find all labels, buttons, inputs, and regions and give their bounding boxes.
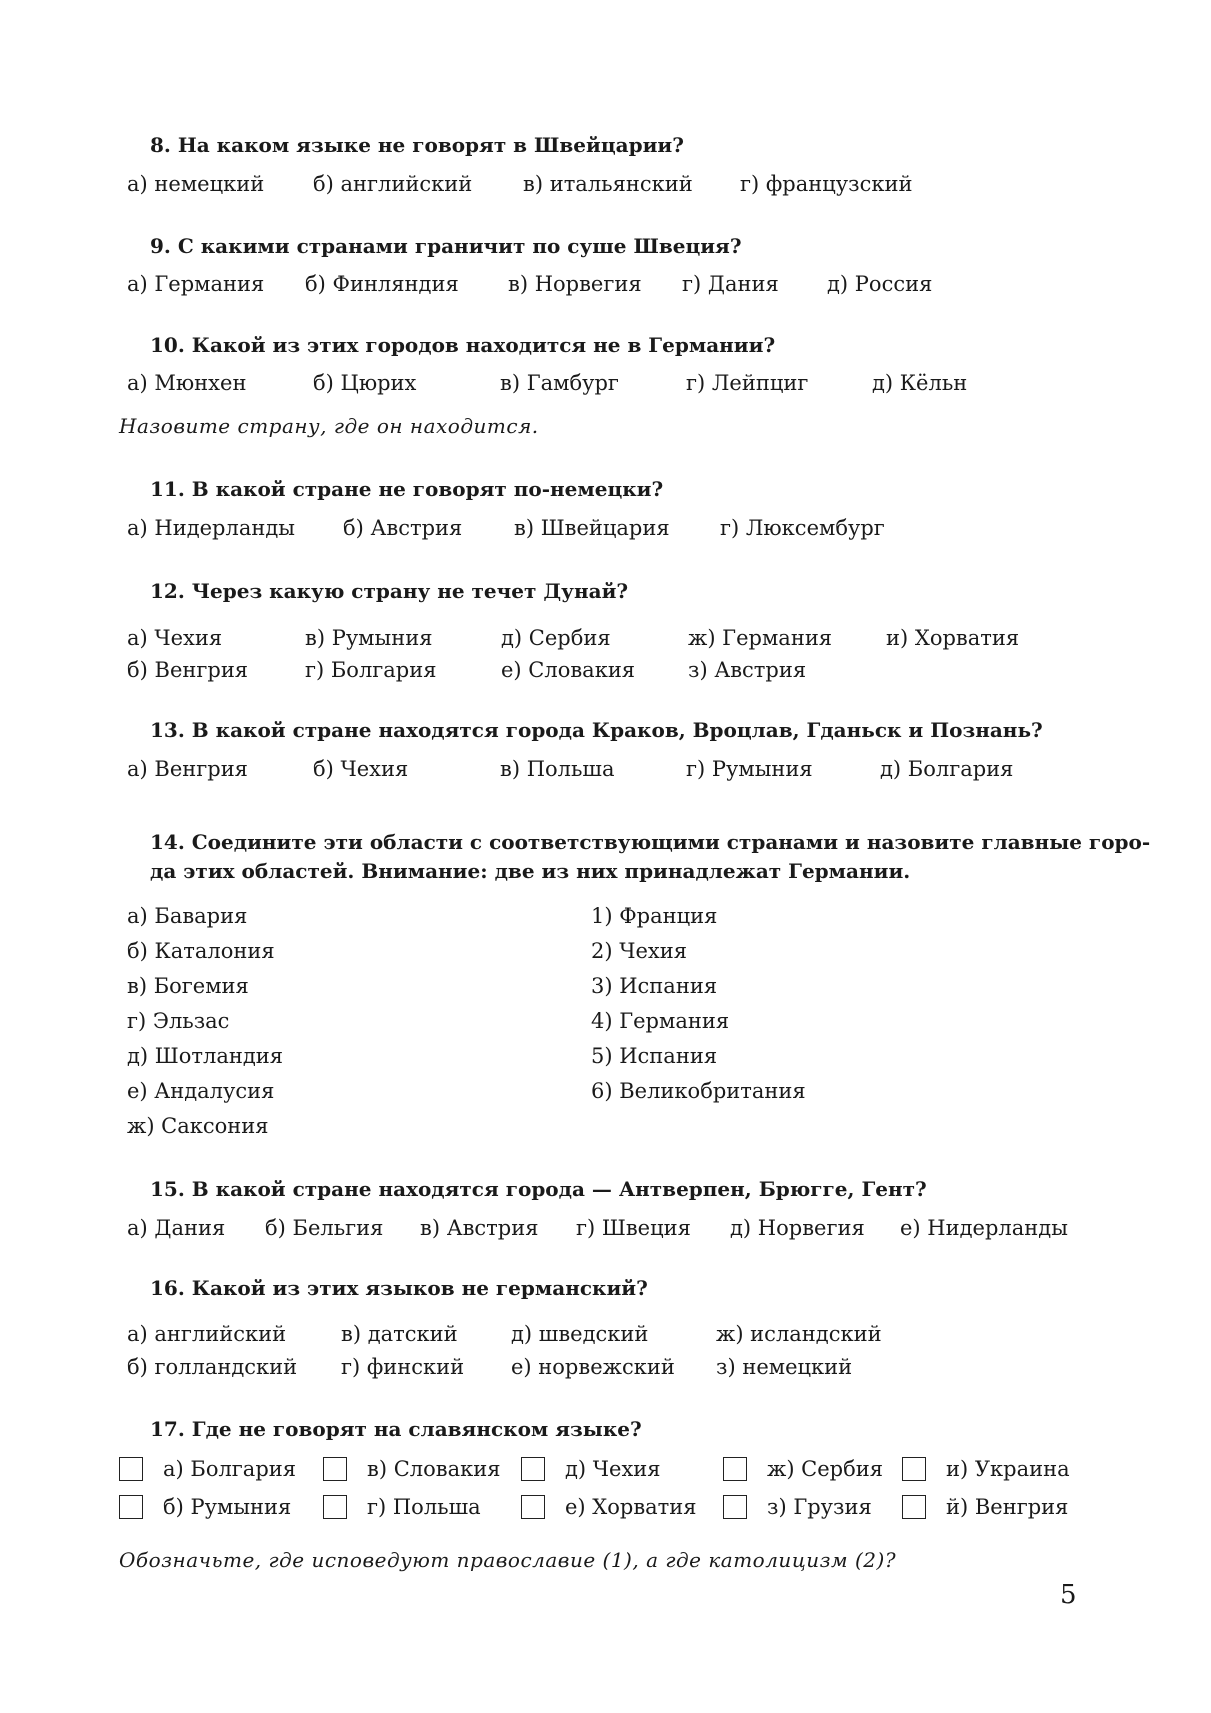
question-13-title: 13. В какой стране находятся города Краков, Вроцлав, Гданьск и Познань? (150, 718, 1043, 742)
q17-checkbox-f[interactable] (521, 1495, 545, 1519)
page-number: 5 (1060, 1580, 1077, 1610)
q16-option-h: з) немецкий (716, 1355, 853, 1379)
q14-country-5: 5) Испания (591, 1044, 718, 1068)
q17-option-c: в) Словакия (367, 1457, 501, 1481)
q17-option-e: д) Чехия (565, 1457, 661, 1481)
q17-option-g: ж) Сербия (767, 1457, 884, 1481)
q12-option-f: е) Словакия (501, 658, 636, 682)
q12-option-e: д) Сербия (501, 626, 611, 650)
q15-option-a: а) Дания (127, 1216, 226, 1240)
q17-checkbox-h[interactable] (723, 1495, 747, 1519)
q17-option-h: з) Грузия (767, 1495, 872, 1519)
q9-option-c: в) Норвегия (508, 272, 642, 296)
question-10-title: 10. Какой из этих городов находится не в Германии? (150, 333, 776, 357)
q10-note: Назовите страну, где он находится. (119, 414, 539, 438)
q17-checkbox-i[interactable] (902, 1457, 926, 1481)
q14-country-3: 3) Испания (591, 974, 718, 998)
q12-option-a: а) Чехия (127, 626, 223, 650)
question-11-title: 11. В какой стране не говорят по-немецки? (150, 477, 664, 501)
q10-option-c: в) Гамбург (500, 371, 619, 395)
q13-option-d: г) Румыния (686, 757, 813, 781)
q14-region-g: ж) Саксония (127, 1114, 269, 1138)
q14-country-6: 6) Великобритания (591, 1079, 806, 1103)
q13-option-e: д) Болгария (880, 757, 1014, 781)
q17-checkbox-g[interactable] (723, 1457, 747, 1481)
q8-option-b: б) английский (313, 172, 473, 196)
q9-option-a: а) Германия (127, 272, 265, 296)
q15-option-c: в) Австрия (420, 1216, 539, 1240)
q13-option-a: а) Венгрия (127, 757, 248, 781)
q12-option-i: и) Хорватия (886, 626, 1020, 650)
q17-checkbox-e[interactable] (521, 1457, 545, 1481)
q14-region-e: д) Шотландия (127, 1044, 284, 1068)
q16-option-c: в) датский (341, 1322, 458, 1346)
q16-option-e: д) шведский (511, 1322, 649, 1346)
q12-option-g: ж) Германия (688, 626, 833, 650)
q13-option-b: б) Чехия (313, 757, 409, 781)
q14-country-2: 2) Чехия (591, 939, 687, 963)
q9-option-b: б) Финляндия (305, 272, 459, 296)
q17-checkbox-d[interactable] (323, 1495, 347, 1519)
q17-option-a: а) Болгария (163, 1457, 297, 1481)
q11-option-c: в) Швейцария (514, 516, 670, 540)
q9-option-d: г) Дания (682, 272, 779, 296)
q14-country-4: 4) Германия (591, 1009, 730, 1033)
question-8-title: 8. На каком языке не говорят в Швейцарии? (150, 133, 684, 157)
q14-region-c: в) Богемия (127, 974, 249, 998)
q17-option-j: й) Венгрия (946, 1495, 1069, 1519)
q12-option-h: з) Австрия (688, 658, 807, 682)
q16-option-g: ж) исландский (716, 1322, 882, 1346)
q17-checkbox-a[interactable] (119, 1457, 143, 1481)
question-16-title: 16. Какой из этих языков не германский? (150, 1276, 648, 1300)
q14-country-1: 1) Франция (591, 904, 718, 928)
q12-option-d: г) Болгария (305, 658, 437, 682)
q12-option-c: в) Румыния (305, 626, 433, 650)
q15-option-f: е) Нидерланды (900, 1216, 1068, 1240)
question-17-title: 17. Где не говорят на славянском языке? (150, 1417, 642, 1441)
q9-option-e: д) Россия (827, 272, 933, 296)
question-9-title: 9. С какими странами граничит по суше Швеция? (150, 234, 742, 258)
q16-option-b: б) голландский (127, 1355, 298, 1379)
q17-option-i: и) Украина (946, 1457, 1070, 1481)
q17-option-f: е) Хорватия (565, 1495, 697, 1519)
q10-option-b: б) Цюрих (313, 371, 417, 395)
q12-option-b: б) Венгрия (127, 658, 249, 682)
q15-option-d: г) Швеция (576, 1216, 691, 1240)
question-14-title-line1: 14. Соедините эти области с соответствующими странами и назовите главные горо- (150, 830, 1151, 854)
q17-note: Обозначьте, где исповедуют православие (1), а где католицизм (2)? (119, 1548, 897, 1572)
q16-option-f: е) норвежский (511, 1355, 675, 1379)
question-15-title: 15. В какой стране находятся города — Антверпен, Брюгге, Гент? (150, 1177, 927, 1201)
q14-region-f: е) Андалусия (127, 1079, 275, 1103)
q11-option-d: г) Люксембург (720, 516, 885, 540)
q11-option-a: а) Нидерланды (127, 516, 295, 540)
q13-option-c: в) Польша (500, 757, 615, 781)
q10-option-a: а) Мюнхен (127, 371, 247, 395)
q8-option-a: а) немецкий (127, 172, 265, 196)
q17-checkbox-j[interactable] (902, 1495, 926, 1519)
q16-option-d: г) финский (341, 1355, 465, 1379)
q17-option-d: г) Польша (367, 1495, 481, 1519)
q14-region-a: а) Бавария (127, 904, 248, 928)
q14-region-b: б) Каталония (127, 939, 275, 963)
q8-option-c: в) итальянский (523, 172, 693, 196)
q17-option-b: б) Румыния (163, 1495, 292, 1519)
q11-option-b: б) Австрия (343, 516, 463, 540)
q15-option-e: д) Норвегия (730, 1216, 865, 1240)
q10-option-d: г) Лейпциг (686, 371, 809, 395)
question-12-title: 12. Через какую страну не течет Дунай? (150, 579, 629, 603)
q17-checkbox-c[interactable] (323, 1457, 347, 1481)
q15-option-b: б) Бельгия (265, 1216, 384, 1240)
q17-checkbox-b[interactable] (119, 1495, 143, 1519)
q8-option-d: г) французский (740, 172, 913, 196)
q14-region-d: г) Эльзас (127, 1009, 230, 1033)
q16-option-a: а) английский (127, 1322, 287, 1346)
question-14-title-line2: да этих областей. Внимание: две из них принадлежат Германии. (150, 859, 911, 883)
q10-option-e: д) Кёльн (872, 371, 968, 395)
